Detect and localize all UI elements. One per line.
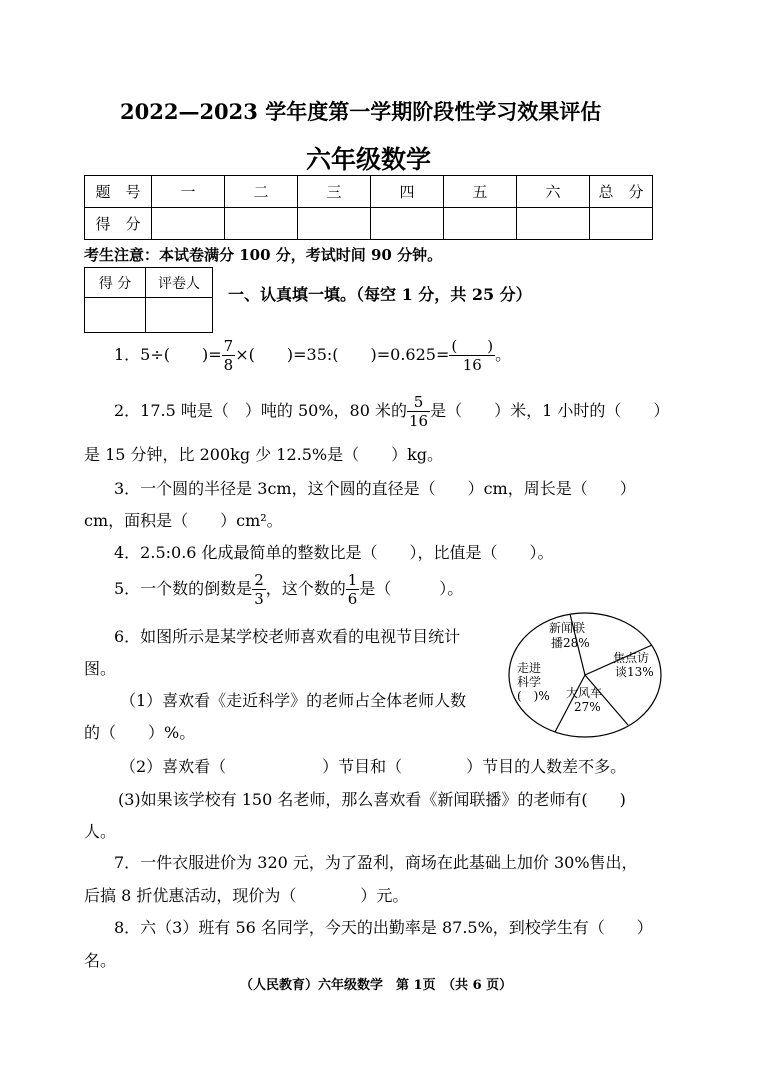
question-1-part-b: ×( )=35:( )=0.625= (235, 345, 450, 364)
score-cell-3: 三 (298, 176, 371, 208)
question-6-sub-1-line-2: 的（ ）%。 (84, 723, 196, 742)
question-2-line-2: 是 15 分钟，比 200kg 少 12.5%是（ ）kg。 (84, 445, 444, 464)
score-cell-total: 总 分 (590, 176, 653, 208)
score-cell-1: 一 (152, 176, 225, 208)
question-4: 4．2.5:0.6 化成最简单的整数比是（ ），比值是（ ）。 (114, 543, 554, 562)
question-6-line-2: 图。 (84, 659, 117, 678)
fraction-1-6 (346, 571, 360, 608)
grader-score-input[interactable] (85, 298, 146, 333)
exam-notice: 考生注意：本试卷满分 100 分，考试时间 90 分钟。 (84, 246, 443, 264)
question-6: 6．如图所示是某学校老师喜欢看的电视节目统计 (114, 627, 461, 646)
question-2 (114, 393, 669, 430)
question-1-part-a: 1．5÷( )= (114, 345, 222, 364)
pie-label-jiaodian-1: 焦点访 (613, 651, 650, 665)
pie-chart (500, 605, 670, 745)
fraction-numerator: 5 (407, 393, 430, 412)
fraction-denominator: 16 (409, 412, 429, 430)
question-6-sub-3: (3)如果该学校有 150 名老师，那么喜欢看《新闻联播》的老师有( ) (118, 790, 626, 809)
pie-label-zoujin-3: ( )% (517, 689, 550, 703)
pie-label-zoujin-2: 科学 (517, 675, 542, 689)
score-input-1[interactable] (152, 208, 225, 240)
grader-table (84, 267, 213, 333)
fraction-denominator: 8 (223, 356, 234, 374)
question-3: 3．一个圆的半径是 3cm，这个圆的直径是（ ）cm，周长是（ ） (114, 479, 636, 498)
score-cell-4: 四 (371, 176, 444, 208)
question-5 (114, 571, 463, 608)
fraction-5-16 (407, 393, 430, 430)
question-5-part-a: 5．一个数的倒数是 (114, 579, 253, 598)
question-1-part-c: 。 (495, 345, 512, 364)
question-6-sub-3-line-2: 人。 (84, 822, 117, 841)
score-cell-label: 题 号 (85, 176, 152, 208)
question-6-sub-1: （1）喜欢看《走近科学》的老师占全体老师人数 (120, 691, 467, 710)
fraction-numerator: 2 (254, 571, 264, 589)
score-cell-5: 五 (444, 176, 517, 208)
score-table (84, 175, 653, 240)
pie-label-jiaodian-2: 谈13% (615, 665, 654, 679)
page-subtitle: 六年级数学 (306, 145, 432, 174)
score-cell-2: 二 (225, 176, 298, 208)
score-row-label: 得 分 (85, 208, 152, 240)
score-input-total[interactable] (590, 208, 653, 240)
question-6-sub-2: （2）喜欢看（ ）节目和（ ）节目的人数差不多。 (120, 757, 627, 776)
score-cell-6: 六 (517, 176, 590, 208)
question-7-line-2: 后搞 8 折优惠活动，现价为（ ）元。 (84, 886, 409, 905)
question-8: 8．六（3）班有 56 名同学，今天的出勤率是 87.5%，到校学生有（ ） (114, 918, 653, 937)
fraction-numerator: 1 (347, 571, 358, 589)
score-input-2[interactable] (225, 208, 298, 240)
section-heading: 一、认真填一填。（每空 1 分，共 25 分） (228, 285, 532, 304)
grader-name-label: 评卷人 (146, 268, 213, 298)
fraction-blank-16 (449, 337, 495, 374)
question-5-part-c: 是（ ）。 (359, 579, 464, 598)
score-table-header-row (85, 176, 653, 208)
question-1 (114, 337, 511, 374)
pie-label-xinwen-1: 新闻联 (549, 621, 586, 635)
score-table-value-row (85, 208, 653, 240)
page-title: 2022—2023 学年度第一学期阶段性学习效果评估 (120, 99, 602, 124)
fraction-denominator: 16 (462, 356, 482, 374)
pie-label-dafengche-2: 27% (574, 700, 601, 714)
grader-name-input[interactable] (146, 298, 213, 333)
question-2-part-b: 是（ ）米，1 小时的（ ） (430, 401, 670, 420)
page-footer: （人民教育）六年级数学 第 1页 （共 6 页） (240, 978, 513, 993)
question-2-part-a: 2．17.5 吨是（ ）吨的 50%，80 米的 (114, 401, 407, 420)
score-input-3[interactable] (298, 208, 371, 240)
question-8-line-2: 名。 (84, 951, 117, 970)
question-3-line-2: cm，面积是（ ）cm²。 (84, 511, 283, 530)
fraction-numerator: ( ) (451, 337, 494, 355)
pie-label-xinwen-2: 播28% (551, 636, 590, 650)
fraction-denominator: 6 (347, 590, 358, 608)
pie-label-zoujin-1: 走进 (517, 661, 542, 675)
question-7: 7．一件衣服进价为 320 元，为了盈利，商场在此基础上加价 30%售出， (114, 853, 638, 872)
score-input-4[interactable] (371, 208, 444, 240)
fraction-denominator: 3 (254, 590, 264, 608)
grader-score-label: 得 分 (85, 268, 146, 298)
pie-label-dafengche-1: 大风车 (566, 686, 603, 700)
question-5-part-b: ，这个数的 (265, 579, 346, 598)
fraction-2-3 (252, 571, 266, 608)
score-input-5[interactable] (444, 208, 517, 240)
fraction-7-8 (222, 337, 236, 374)
score-input-6[interactable] (517, 208, 590, 240)
fraction-numerator: 7 (223, 337, 234, 355)
